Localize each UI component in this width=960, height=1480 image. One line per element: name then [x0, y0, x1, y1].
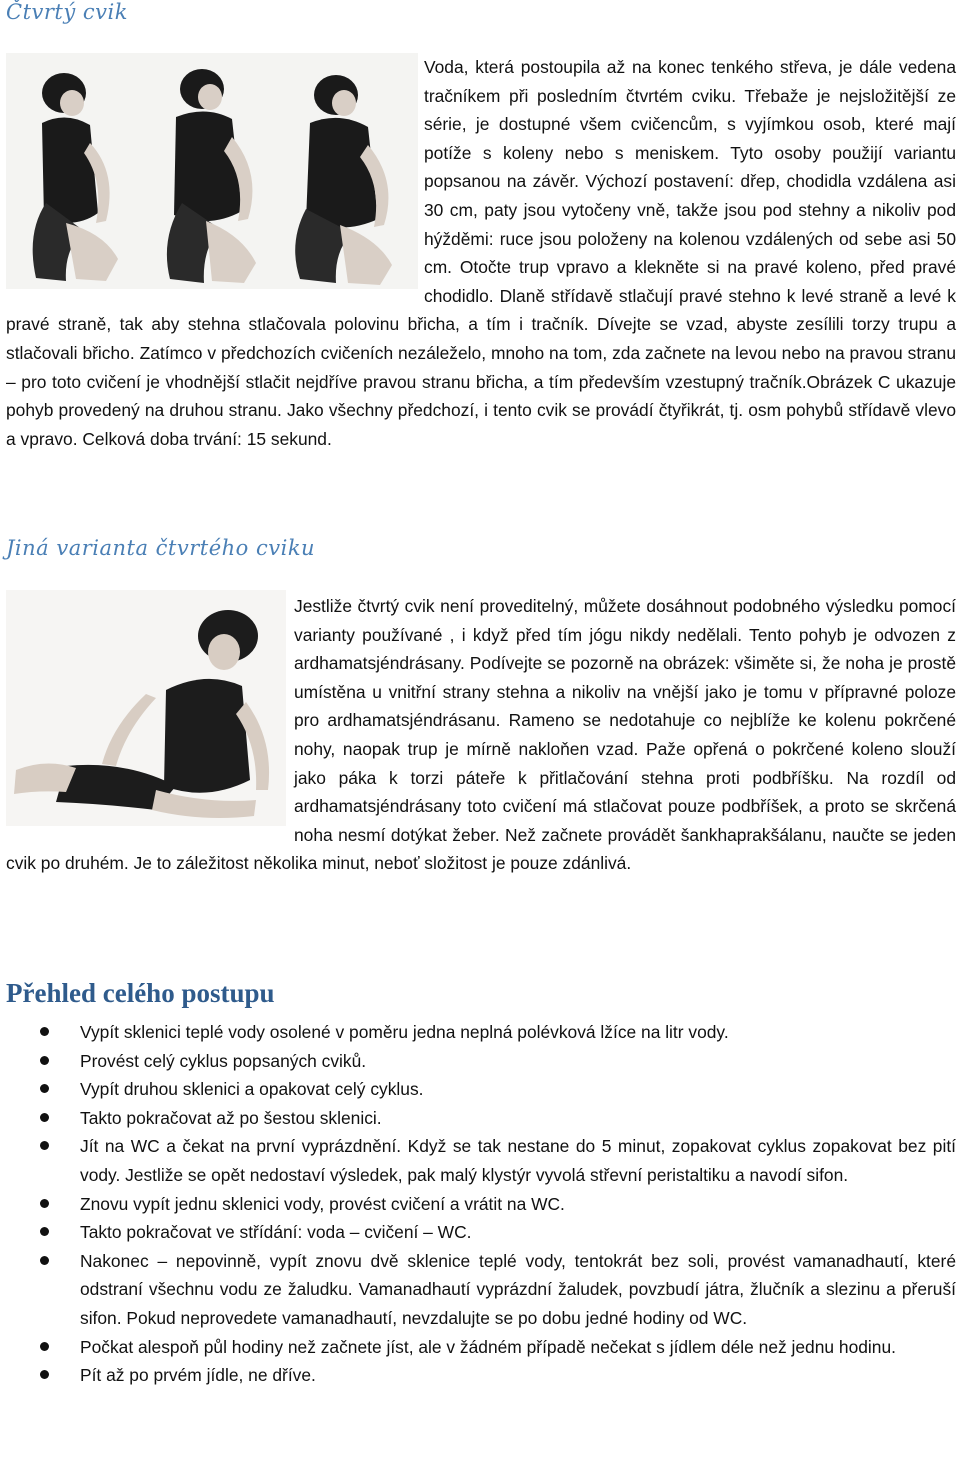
list-item: Vypít sklenici teplé vody osolené v poměru jedna neplná polévková lžíce na litr vody. [0, 1018, 956, 1047]
bullet-icon [40, 1370, 49, 1379]
bullet-icon [40, 1027, 49, 1036]
squat-sequence-illustration [6, 53, 418, 289]
seated-twist-illustration [6, 590, 286, 826]
list-item: Provést celý cyklus popsaných cviků. [0, 1047, 956, 1076]
list-item: Nakonec – nepovinně, vypít znovu dvě sklenice teplé vody, tentokrát bez soli, provést vamanadhautí, které odstraní všechnu vodu ze žaludku. Vamanadhautí vyprázdní žaludek, povzbudí játra, žlučník a slezinu a přeruší sifon. Pokud neprovedete vamanadhautí, nevzdalujte se po dobu jedné hodiny od WC. [0, 1247, 956, 1333]
fourth-exercise-heading: Čtvrtý cvik [6, 0, 128, 24]
list-item: Počkat alespoň půl hodiny než začnete jíst, ale v žádném případě nečekat s jídlem déle než jednu hodinu. [0, 1333, 956, 1362]
bullet-icon [40, 1113, 49, 1122]
summary-heading: Přehled celého postupu [6, 978, 275, 1008]
list-item: Pít až po prvém jídle, ne dříve. [0, 1361, 956, 1390]
bullet-icon [40, 1227, 49, 1236]
bullet-icon [40, 1342, 49, 1351]
list-item: Znovu vypít jednu sklenici vody, provést cvičení a vrátit na WC. [0, 1190, 956, 1219]
bullet-icon [40, 1199, 49, 1208]
bullet-icon [40, 1084, 49, 1093]
variant-text: Jestliže čtvrtý cvik není proveditelný, můžete dosáhnout podobného výsledku pomocí varianty používané , i když před tím jógu nikdy nedělali. Tento pohyb je odvozen z ardhamatsjéndrásany. Podívejte se pozorně na obrázek: všiměte si, že noha je prostě umístěna u vnitřní strany stehna a nikoliv na vnější jako je tomu v přípravné poloze pro ardhamatsjéndrásanu. Rameno se nedotahuje co nejblíže ke kolenu pokrčené nohy, naopak trup je mírně nakloňen vzad. Paže opřená o pokrčené koleno slouží jako páka k torzi páteře k přitlačování stehna proti podbříšku. Na rozdíl od ardhamatsjéndrásany toto cvičení má stlačovat pouze podbříšek, a proto se skrčená noha nesmí dotýkat žeber. Než začnete provádět šankhaprakšálanu, naučte se jeden cvik po druhém. Je to záležitost několika minut, neboť složitost je pouze zdánlivá. [6, 596, 956, 874]
twist-pose-photo [6, 590, 290, 830]
bullet-icon [40, 1256, 49, 1265]
fourth-exercise-text: Voda, která postoupila až na konec tenkého střeva, je dále vedena tračníkem při posledním čtvrtém cviku. Třebaže je nejsložitější ze série, je dostupné všem cvičencům, s vyjímkou osob, které mají potíže s koleny nebo s meniskem. Tyto osoby použijí variantu popsanou na závěr. Výchozí postavení: dřep, chodidla vzdálena asi 30 cm, paty jsou vytočeny vně, takže jsou pod stehny a nikoliv pod hýžděmi: ruce jsou položeny na kolenou vzdálených od sebe asi 50 cm. Otočte trup vpravo a klekněte si na pravé koleno, před pravé chodidlo. Dlaně střídavě stlačují pravé stehno k levé straně a levé k pravé straně, tak aby stehna stlačovala polovinu břicha, a tím i tračník. Dívejte se vzad, abyste zesílili torzy trupu a stlačovali břicho. Zatímco v předchozích cvičeních nezáleželo, mnoho na tom, zda začnete na levou nebo na pravou stranu – pro toto cvičení je vhodnější stlačit nejdříve pravou stranu břicha, a tím především vzestupný tračník.Obrázek C ukazuje pohyb provedený na druhou stranu. Jako všechny předchozí, i tento cvik se provádí čtyřikrát, tj. osm pohybů střídavě vlevo a vpravo. Celková doba trvání: 15 sekund. [6, 57, 956, 449]
fourth-exercise-section [6, 53, 956, 453]
squat-sequence-photo [6, 53, 420, 293]
list-item: Takto pokračovat ve střídání: voda – cvičení – WC. [0, 1218, 956, 1247]
variant-section [6, 590, 956, 878]
list-item: Takto pokračovat až po šestou sklenici. [0, 1104, 956, 1133]
bullet-icon [40, 1141, 49, 1150]
variant-heading: Jiná varianta čtvrtého cviku [6, 536, 316, 560]
bullet-icon [40, 1056, 49, 1065]
list-item: Jít na WC a čekat na první vyprázdnění. Když se tak nestane do 5 minut, zopakovat cyklus zopakovat bez pití vody. Jestliže se opět nedostaví výsledek, pak malý klystýr vyvolá střevní peristaltiku a navodí sifon. [0, 1132, 956, 1189]
list-item: Vypít druhou sklenici a opakovat celý cyklus. [0, 1075, 956, 1104]
summary-list [0, 1018, 956, 1390]
